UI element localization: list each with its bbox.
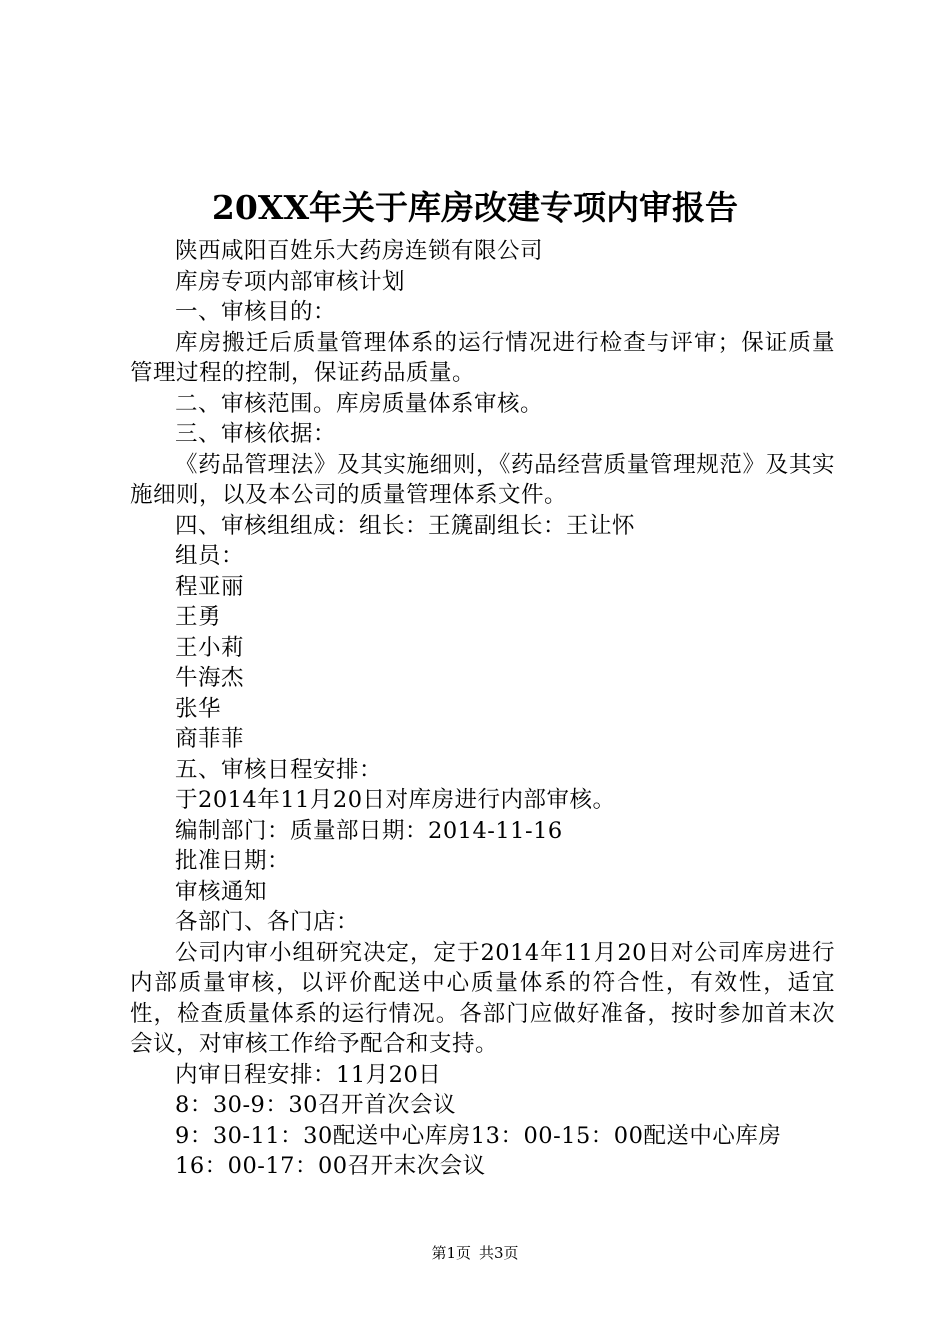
notice-heading: 审核通知 — [175, 878, 268, 905]
member-name: 王勇 — [175, 604, 222, 630]
member-name: 商菲菲 — [175, 726, 245, 752]
schedule-item: 16：00-17：00召开末次会议 — [175, 1153, 486, 1179]
page-total: 共3页 — [479, 1244, 519, 1262]
member-name: 王小莉 — [175, 634, 245, 661]
section-heading-basis: 三、审核依据： — [175, 421, 337, 447]
purpose-paragraph: 库房搬迁后质量管理体系的运行情况进行检查与评审；保证质量管理过程的控制，保证药品质量。 — [130, 329, 835, 386]
notice-paragraph: 公司内审小组研究决定，定于2014年11月20日对公司库房进行内部质量审核，以评价配送中心质量体系的符合性，有效性，适宜性，检查质量体系的运行情况。各部门应做好准备，按时参加首末次会议，对审核工作给予配合和支持。 — [130, 939, 835, 1057]
audit-date-line: 内审日程安排：11月20日 — [175, 1061, 442, 1088]
page-footer — [0, 1243, 950, 1263]
section-heading-scope: 二、审核范围。库房质量体系审核。 — [175, 390, 544, 417]
company-name: 陕西咸阳百姓乐大药房连锁有限公司 — [175, 238, 544, 264]
prepared-by-line: 编制部门：质量部日期：2014-11-16 — [175, 817, 563, 844]
page-number: 第1页 — [431, 1244, 471, 1262]
schedule-item: 9：30-11：30配送中心库房13：00-15：00配送中心库房 — [175, 1122, 782, 1149]
document-body — [130, 236, 835, 1182]
approval-date-line: 批准日期： — [175, 848, 291, 874]
section-heading-purpose: 一、审核目的： — [175, 299, 337, 325]
notice-addressee: 各部门、各门店： — [175, 909, 360, 935]
schedule-paragraph: 于2014年11月20日对库房进行内部审核。 — [175, 787, 616, 813]
basis-paragraph: 《药品管理法》及其实施细则，《药品经营质量管理规范》及其实施细则，以及本公司的质量管理体系文件。 — [130, 451, 835, 508]
schedule-item: 8：30-9：30召开首次会议 — [175, 1092, 456, 1118]
member-name: 程亚丽 — [175, 573, 245, 600]
members-label: 组员： — [175, 543, 245, 569]
plan-title: 库房专项内部审核计划 — [175, 268, 406, 295]
section-heading-team: 四、审核组组成：组长：王篪副组长：王让怀 — [175, 512, 636, 539]
document-title: 20XX年关于库房改建专项内审报告 — [211, 188, 739, 227]
member-name: 牛海杰 — [175, 665, 245, 691]
member-name: 张华 — [175, 695, 222, 722]
section-heading-schedule: 五、审核日程安排： — [175, 756, 383, 783]
